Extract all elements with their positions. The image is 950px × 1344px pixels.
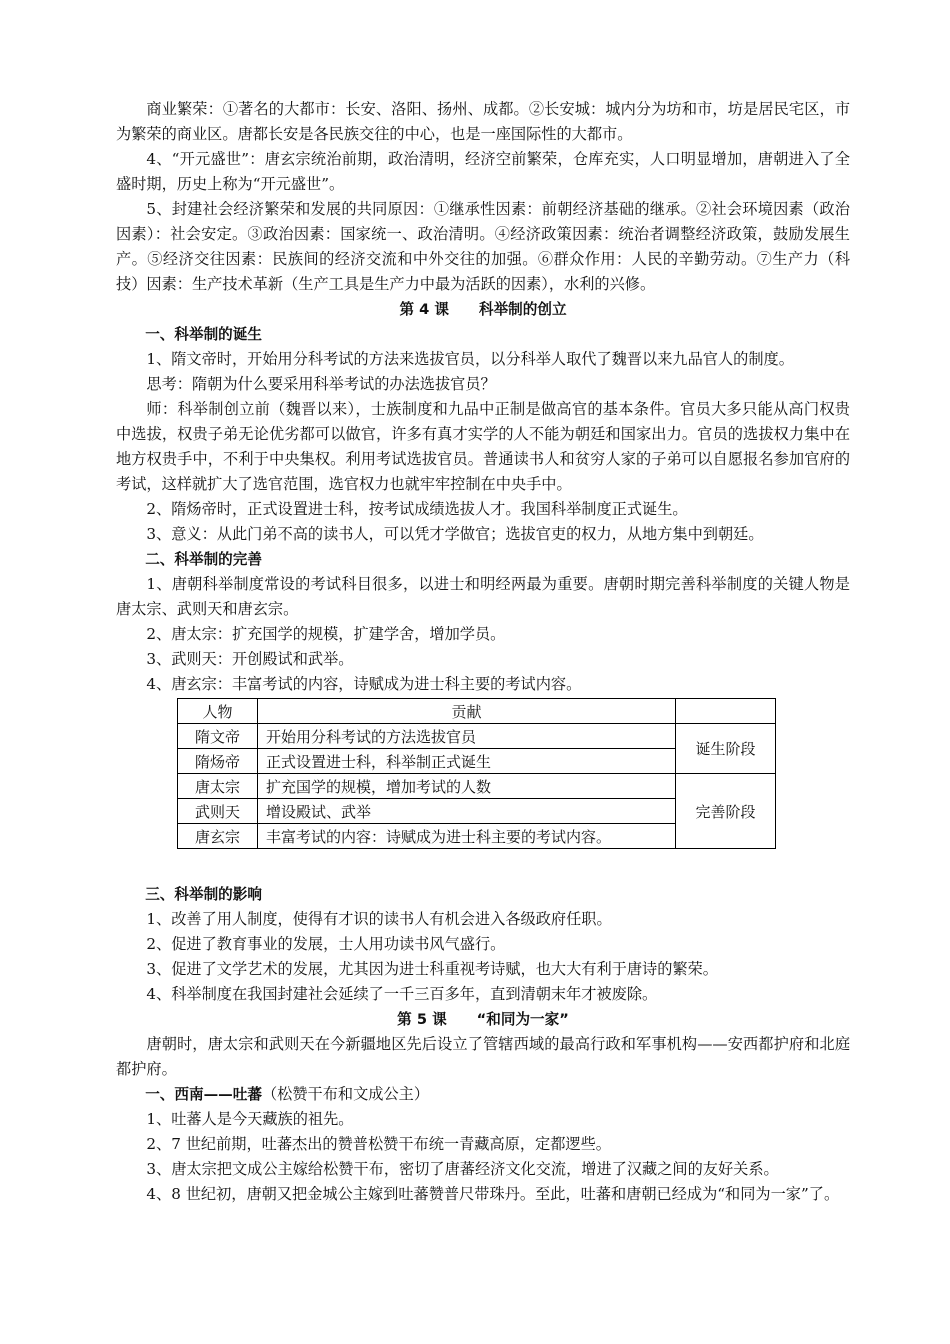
section-heading-tubo-title: 一、西南——吐蕃 xyxy=(145,1086,262,1103)
table-row xyxy=(178,774,776,799)
paragraph-tang-taizong: 2、唐太宗：扩充国学的规模，扩建学舍，增加学员。 xyxy=(146,625,506,643)
cell-contribution: 扩充国学的规模，增加考试的人数 xyxy=(258,774,676,799)
lesson-5-name: “和同为一家” xyxy=(476,1011,569,1028)
paragraph-tubo-2: 2、7 世纪前期，吐蕃杰出的赞普松赞干布统一青藏高原，定都逻些。 xyxy=(146,1135,611,1153)
cell-person: 武则天 xyxy=(178,799,258,824)
cell-contribution: 增设殿试、武举 xyxy=(258,799,676,824)
paragraph-significance: 3、意义：从此门弟不高的读书人，可以凭才学做官；选拔官吏的权力，从地方集中到朝廷。 xyxy=(146,525,764,543)
section-heading-tubo xyxy=(116,1082,850,1107)
paragraph-tubo-1: 1、吐蕃人是今天藏族的祖先。 xyxy=(146,1110,354,1128)
paragraph-influence-3: 3、促进了文学艺术的发展，尤其因为进士科重视考诗赋，也大大有利于唐诗的繁荣。 xyxy=(146,960,718,978)
paragraph-tang-subjects: 1、唐朝科举制度常设的考试科目很多，以进士和明经两最为重要。唐朝时期完善科举制度的关键人物是唐太宗、武则天和唐玄宗。 xyxy=(116,575,850,618)
paragraph-sui-wendi: 1、隋文帝时，开始用分科考试的方法来选拔官员，以分科举人取代了魏晋以来九品官人的制度。 xyxy=(146,350,794,368)
table-header-row xyxy=(178,699,776,724)
lesson-4-name: 科举制的创立 xyxy=(478,301,567,318)
cell-contribution: 开始用分科考试的方法选拔官员 xyxy=(258,724,676,749)
paragraph-tang-xuanzong: 4、唐玄宗：丰富考试的内容，诗赋成为进士科主要的考试内容。 xyxy=(146,675,582,693)
section-heading-perfection: 二、科举制的完善 xyxy=(145,551,262,568)
cell-person: 唐玄宗 xyxy=(178,824,258,849)
lesson-4-title xyxy=(116,297,850,322)
cell-stage-birth: 诞生阶段 xyxy=(676,724,776,774)
lesson-5-title xyxy=(116,1007,850,1032)
paragraph-influence-1: 1、改善了用人制度，使得有才识的读书人有机会进入各级政府任职。 xyxy=(146,910,612,928)
lesson-5-number: 第 5 课 xyxy=(397,1011,447,1028)
lesson-4-number: 第 4 课 xyxy=(399,301,449,318)
paragraph-commerce: 商业繁荣：①著名的大都市：长安、洛阳、扬州、成都。②长安城：城内分为坊和市，坊是居民宅区，市为繁荣的商业区。唐都长安是各民族交往的中心，也是一座国际性的大都市。 xyxy=(116,100,850,143)
paragraph-wu-zetian: 3、武则天：开创殿试和武举。 xyxy=(146,650,354,668)
cell-contribution: 丰富考试的内容：诗赋成为进士科主要的考试内容。 xyxy=(258,824,676,849)
cell-person: 唐太宗 xyxy=(178,774,258,799)
paragraph-influence-2: 2、促进了教育事业的发展，士人用功读书风气盛行。 xyxy=(146,935,506,953)
header-stage xyxy=(676,699,776,724)
paragraph-tubo-3: 3、唐太宗把文成公主嫁给松赞干布，密切了唐蕃经济文化交流，增进了汉藏之间的友好关系。 xyxy=(146,1160,779,1178)
header-person: 人物 xyxy=(178,699,258,724)
cell-stage-perfection: 完善阶段 xyxy=(676,774,776,849)
paragraph-kaiyuan: 4、“开元盛世”：唐玄宗统治前期，政治清明，经济空前繁荣，仓库充实，人口明显增加，唐朝进入了全盛时期，历史上称为“开元盛世”。 xyxy=(116,150,850,193)
paragraph-sui-yangdi: 2、隋炀帝时，正式设置进士科，按考试成绩选拔人才。我国科举制度正式诞生。 xyxy=(146,500,688,518)
section-heading-birth: 一、科举制的诞生 xyxy=(145,326,262,343)
paragraph-question: 思考：隋朝为什么要采用科举考试的办法选拔官员？ xyxy=(146,375,496,393)
paragraph-economy-reasons: 5、封建社会经济繁荣和发展的共同原因：①继承性因素：前朝经济基础的继承。②社会环境因素（政治因素）：社会安定。③政治因素：国家统一、政治清明。④经济政策因素：统治者调整经济政策，鼓励发展生产。⑤经济交往因素：民族间的经济交流和中外交往的加强。⑥群众作用：人民的辛勤劳动。⑦生产力（科技）因素：生产技术革新（生产工具是生产力中最为活跃的因素），水利的兴修。 xyxy=(116,200,850,293)
cell-person: 隋文帝 xyxy=(178,724,258,749)
cell-person: 隋炀帝 xyxy=(178,749,258,774)
section-heading-tubo-note: （松赞干布和文成公主） xyxy=(261,1085,430,1103)
paragraph-influence-4: 4、科举制度在我国封建社会延续了一千三百多年，直到清朝末年才被废除。 xyxy=(146,985,658,1003)
paragraph-tubo-4: 4、8 世纪初，唐朝又把金城公主嫁到吐蕃赞普尺带珠丹。至此，吐蕃和唐朝已经成为“和同为一家”了。 xyxy=(146,1185,840,1203)
section-heading-influence: 三、科举制的影响 xyxy=(145,886,262,903)
paragraph-teacher-answer: 师：科举制创立前（魏晋以来），士族制度和九品中正制是做高官的基本条件。官员大多只能从高门权贵中选拔，权贵子弟无论优劣都可以做官，许多有真才实学的人不能为朝廷和国家出力。官员的选拔权力集中在地方权贵手中，不利于中央集权。利用考试选拔官员。普通读书人和贫穷人家的子弟可以自愿报名参加官府的考试，这样就扩大了选官范围，选官权力也就牢牢控制在中央手中。 xyxy=(116,400,850,493)
contribution-table xyxy=(177,698,776,849)
cell-contribution: 正式设置进士科，科举制正式诞生 xyxy=(258,749,676,774)
paragraph-lesson5-intro: 唐朝时，唐太宗和武则天在今新疆地区先后设立了管辖西域的最高行政和军事机构——安西都护府和北庭都护府。 xyxy=(116,1035,850,1078)
header-contribution: 贡献 xyxy=(258,699,676,724)
table-row xyxy=(178,724,776,749)
